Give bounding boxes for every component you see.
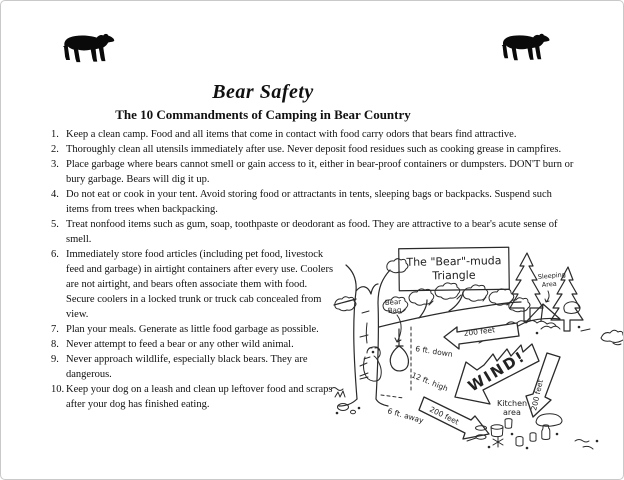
list-item-text: Plan your meals. Generate as little food garbage as possible. [66,324,319,335]
list-item [51,322,338,337]
list-item-number: 6. [51,249,59,260]
list-item-text: Keep your dog on a leash and clean up leftover food and scraps after your dog has finished eating. [66,384,333,410]
list-item-text: Never attempt to feed a bear or any other wild animal. [66,339,294,350]
list-item [51,247,338,322]
list-item [51,127,575,142]
list-item [51,352,338,382]
label-200-feet-diagonal: 200 feet [428,404,461,427]
bear-bag-sketch [390,329,408,371]
label-6ft-away: 6 ft. away [386,406,425,426]
list-item [51,337,338,352]
page-subtitle: The 10 Commandments of Camping in Bear Country [115,107,411,122]
illustration-title-line2: Triangle [432,268,476,283]
list-item-text: Immediately store food articles (including pet food, livestock feed and garbage) in airtight containers after every use. Coolers are not airtight, and bears often associate them with food. Secure coolers in a locked trunk or truck cab concealed from view. [66,249,334,320]
illustration-title-line1: The "Bear"-muda [406,254,502,269]
heading-block [1,81,525,123]
list-item-text: Keep a clean camp. Food and all items that come in contact with food carry odors that bears find attractive. [66,129,517,140]
label-kitchen-line1: Kitchen [497,399,528,408]
list-item-text: Thoroughly clean all utensils immediately after use. Never deposit food residues such as cooking grease in campfires. [66,144,562,155]
list-item-text: Treat nonfood items such as gum, soap, toothpaste or deodorant as food. They are attractive to a bear's acute sense of smell. [66,219,558,245]
label-12ft-high: 12 ft. high [410,370,450,394]
svg-text:Bear: Bear [384,297,402,307]
list-item-number: 7. [51,324,59,335]
list-item-number: 1. [51,129,59,140]
list-item-text: Do not eat or cook in your tent. Avoid storing food or attractants in tents, sleeping bags or backpacks. Suspend such items from trees when backpacking. [66,189,552,215]
title-box [399,247,510,291]
page-title: Bear Safety [212,81,314,103]
label-200-feet-right: 200 feet [529,378,546,412]
label-6ft-down: 6 ft. down [414,344,454,359]
list-item-number: 5. [51,219,59,230]
list-item-number: 8. [51,339,59,350]
label-kitchen-line2: area [503,408,521,417]
label-wind: WIND! [464,347,529,396]
bear-silhouette-icon [497,30,553,64]
list-item [51,157,575,187]
label-sleeping-line1: Sleeping [537,270,567,281]
label-sleeping-line2: Area [541,279,558,289]
list-item-text: Place garbage where bears cannot smell or gain access to it, either in bear-proof containers or dumpsters. DON'T burn or bury garbage. Bears will dig it up. [66,159,574,185]
measurement-lines [381,327,411,398]
list-item-number: 3. [51,159,59,170]
list-item [51,382,338,412]
list-item-number: 4. [51,189,59,200]
list-item-text: Never approach wildlife, especially black bears. They are dangerous. [66,354,308,380]
bearmuda-triangle-illustration [331,241,623,466]
bear-silhouette-icon [58,30,118,66]
list-item [51,142,575,157]
list-item-number: 10. [51,384,65,395]
list-item [51,187,575,217]
list-item-number: 2. [51,144,59,155]
list-item-number: 9. [51,354,59,365]
label-200-feet-top: 200 feet [463,325,496,338]
svg-text:Bag: Bag [387,306,402,315]
